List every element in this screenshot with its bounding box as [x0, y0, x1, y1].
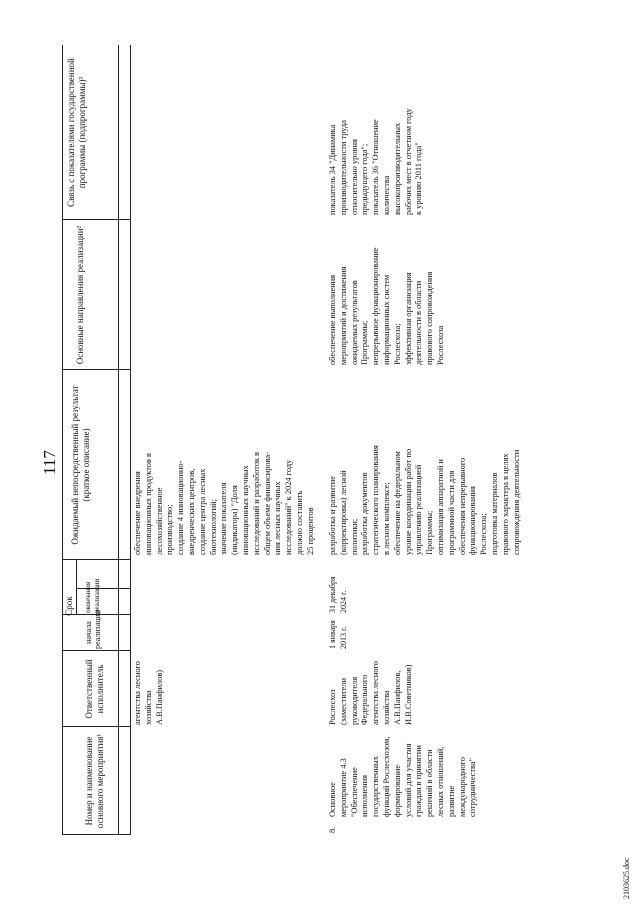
column-line — [62, 834, 130, 835]
header-result: Ожидаемый непосредственный результат (краткое описание) — [70, 385, 91, 545]
row-8-executor: Рослесхоз (заместители руководителя Федерального агентства лесного хозяйства А.В.Панфилов, И.В.Советников) — [328, 661, 413, 725]
row-8-link: показатель 34 "Динамика производительности труда относительно уровня предыдущего года"; показатель 36 "Отношение количества высокопроизводительных рабочих мест в отчетном году к уровню 2011 года" — [328, 108, 424, 215]
row-separator — [130, 45, 131, 835]
column-line — [62, 369, 130, 370]
header-term: Срок — [64, 596, 74, 616]
row-8-name: Основное мероприятие 4.3 "Обеспечение исполнения государственных функций Рослесхозом, формирование условий для участия граждан в принятии решений в области лесных отношений, развитие международного сотрудничества" — [328, 736, 478, 817]
header-executor: Ответственный исполнитель — [84, 659, 105, 719]
page-number: 117 — [40, 450, 59, 475]
row-8-end: 31 декабря 2024 г. — [328, 576, 348, 613]
header-term-end: окончания реализации — [84, 578, 101, 613]
column-line — [62, 726, 130, 727]
row-8-result: разработка и развитие (корректировка) лесной политики; разработка документов стратегического планирования в лесном комплексе; обеспечение на федеральном уровне координации работ по управлению реализацией Программы; оптимизация аппаратной и программной части для обеспечения непрерывного функционирования Рослесхоза; подготовка материалов правового характера в целях сопровождения деятельности — [328, 445, 521, 555]
header-main-event: Номер и наименование основного мероприятия¹ — [84, 733, 105, 829]
document-code: 2103625.doc — [622, 857, 631, 899]
header-link: Связь с показателями государственной программы (подпрограммы)³ — [66, 58, 87, 207]
header-directions: Основные направления реализации² — [75, 225, 85, 365]
column-line — [62, 219, 130, 220]
header-bottom-line — [118, 45, 119, 835]
row-continuation-executor: агентства лесного хозяйства А.В.Панфилов) — [133, 661, 164, 725]
column-line — [62, 650, 130, 651]
header-term-start: начала реализации — [84, 609, 102, 649]
row-continuation-result: обеспечение внедрения инновационных продуктов в лесохозяйственное производство; создание 4 инновационно- внедренческих центров, создание центра лесных биотехнологий; значение показателя (индикатора) "Доля инновационных научных исследований и разработок в общем объеме финансирова- ния лесных научных исследований" к 2024 году должно составить 25 процентов — [133, 451, 315, 555]
row-8-start: 1 января 2013 г. — [328, 620, 348, 649]
row-8-number: 8. — [328, 826, 337, 833]
table-top-border — [62, 45, 63, 835]
row-8-directions: обеспечение выполнения мероприятий и достижения ожидаемых результатов Программы; непрерывное функционирование информационных систем Рослесхоза; эффективная организация деятельности в области правового сопровождения Рослесхоза — [328, 247, 445, 365]
column-line — [62, 559, 130, 560]
